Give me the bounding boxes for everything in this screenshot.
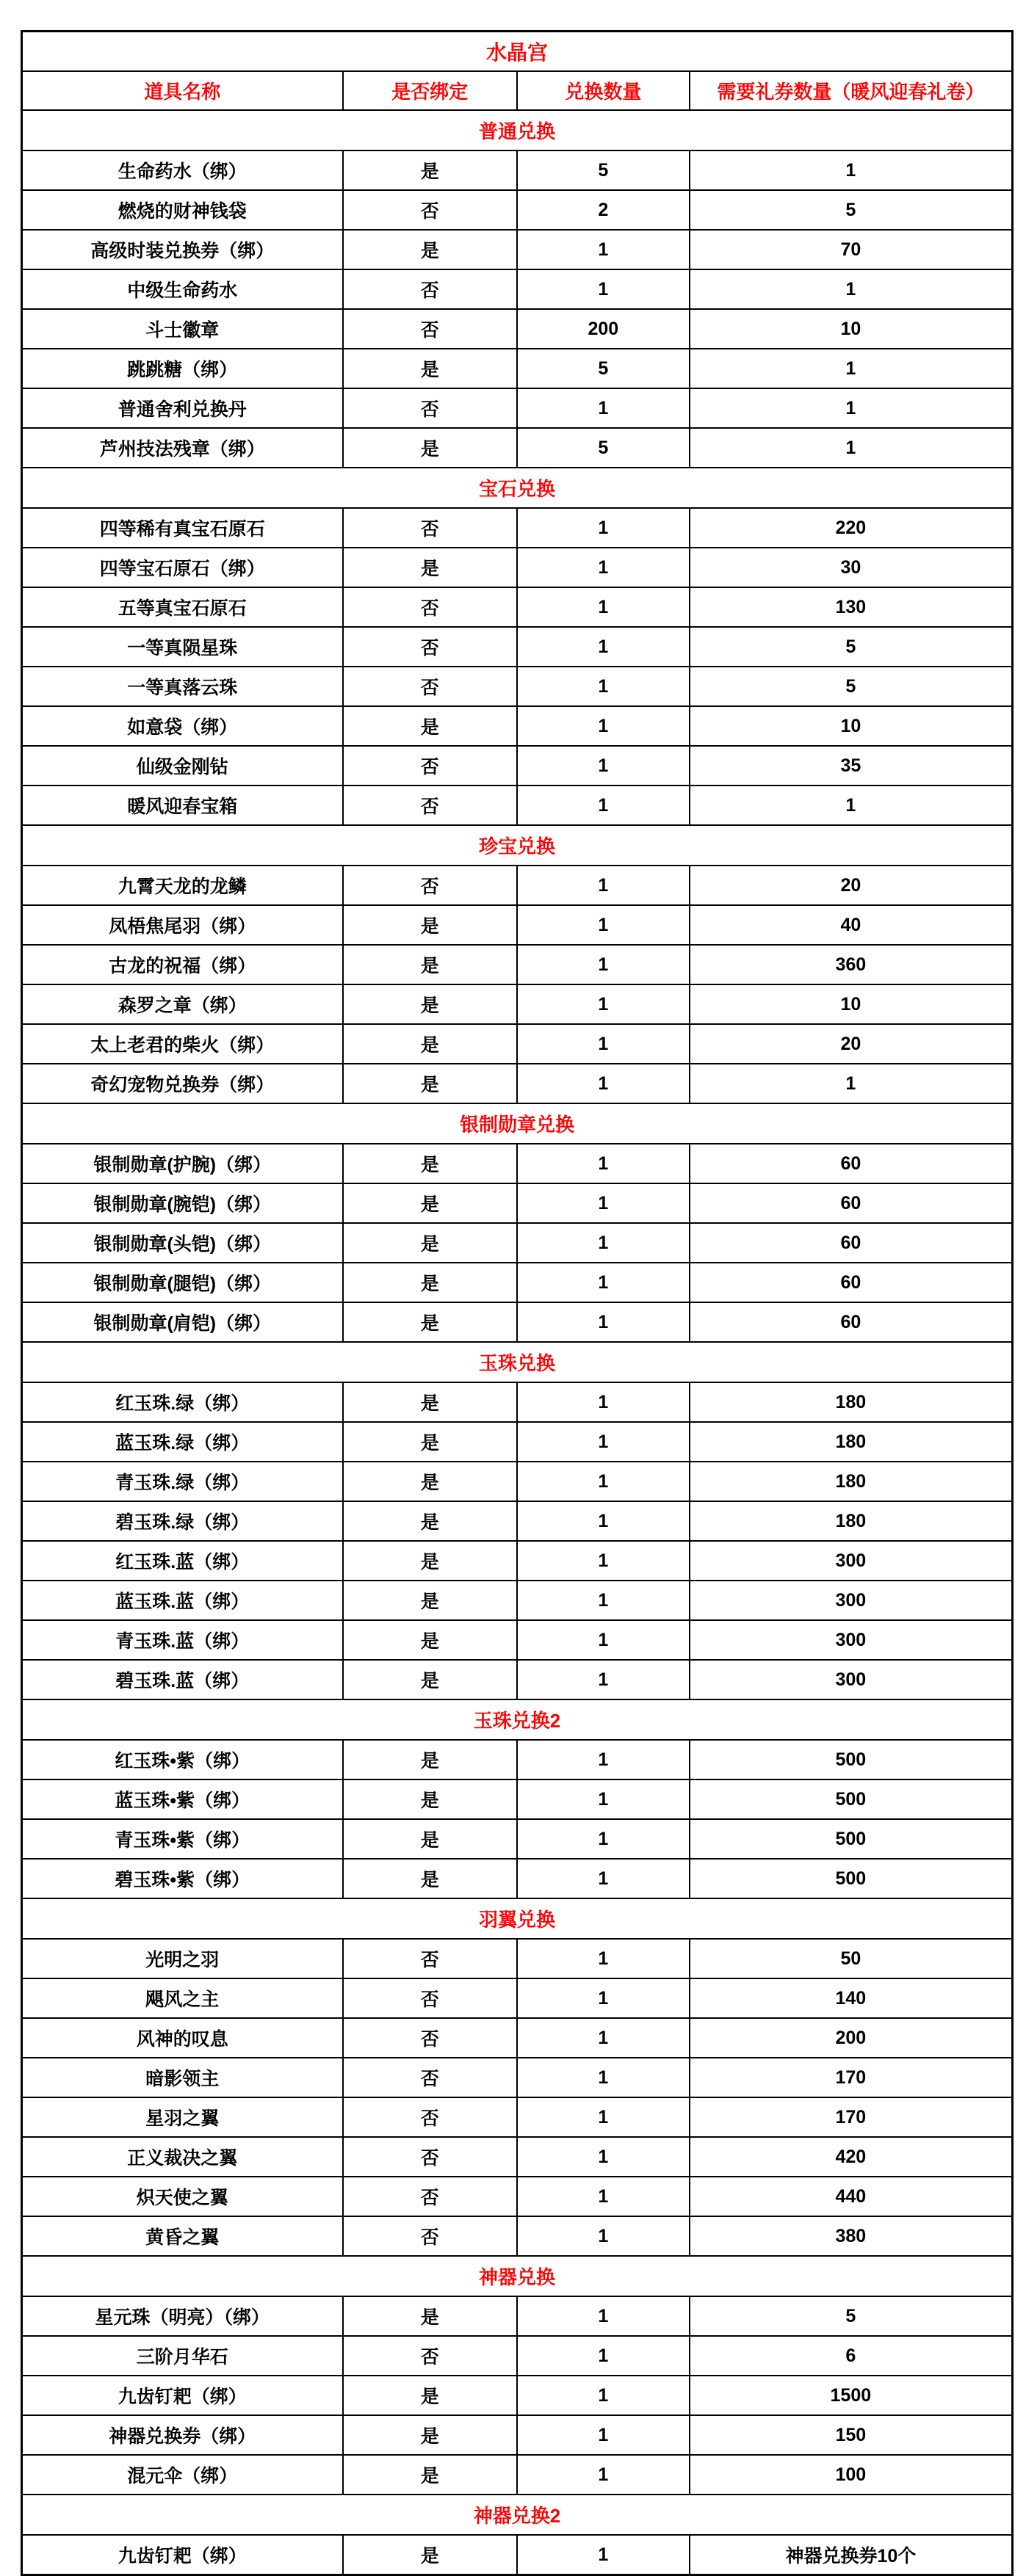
- cost-cell: 1: [690, 150, 1013, 190]
- item-name-cell: 蓝玉珠.绿（绑）: [22, 1422, 343, 1462]
- item-name-cell: 炽天使之翼: [22, 2177, 343, 2216]
- item-name-cell: 如意袋（绑）: [22, 706, 343, 746]
- cost-cell: 5: [690, 190, 1013, 230]
- bound-cell: 否: [343, 190, 517, 230]
- bound-cell: 是: [343, 2535, 517, 2575]
- cost-cell: 30: [690, 548, 1013, 587]
- item-name-cell: 九齿钉耙（绑）: [22, 2535, 343, 2575]
- cost-cell: 200: [690, 2018, 1013, 2058]
- item-row: [22, 984, 1013, 1024]
- column-header-quantity: 兑换数量: [517, 71, 690, 110]
- section-row: [22, 1342, 1013, 1382]
- item-row: [22, 2415, 1013, 2455]
- bound-cell: 否: [343, 2097, 517, 2137]
- bound-cell: 否: [343, 1939, 517, 1978]
- cost-cell: 180: [690, 1462, 1013, 1501]
- item-name-cell: 四等稀有真宝石原石: [22, 508, 343, 548]
- cost-cell: 130: [690, 587, 1013, 627]
- item-row: [22, 150, 1013, 190]
- item-name-cell: 银制勋章(护腕)（绑）: [22, 1144, 343, 1183]
- cost-cell: 180: [690, 1422, 1013, 1462]
- quantity-cell: 1: [517, 1581, 690, 1620]
- item-row: [22, 269, 1013, 309]
- bound-cell: 否: [343, 786, 517, 825]
- item-row: [22, 1024, 1013, 1064]
- bound-cell: 否: [343, 2336, 517, 2376]
- cost-cell: 60: [690, 1144, 1013, 1183]
- item-row: [22, 2535, 1013, 2575]
- item-row: [22, 1939, 1013, 1978]
- item-name-cell: 神器兑换券（绑）: [22, 2415, 343, 2455]
- bound-cell: 是: [343, 1382, 517, 1422]
- bound-cell: 否: [343, 746, 517, 786]
- quantity-cell: 1: [517, 2455, 690, 2495]
- item-name-cell: 一等真陨星珠: [22, 627, 343, 667]
- section-title: 银制勋章兑换: [22, 1103, 1013, 1144]
- section-row: [22, 1699, 1013, 1740]
- quantity-cell: 1: [517, 230, 690, 269]
- cost-cell: 140: [690, 1978, 1013, 2018]
- quantity-cell: 1: [517, 1620, 690, 1660]
- item-name-cell: 混元伞（绑）: [22, 2455, 343, 2495]
- item-row: [22, 786, 1013, 825]
- cost-cell: 500: [690, 1819, 1013, 1859]
- cost-cell: 20: [690, 1024, 1013, 1064]
- section-title: 普通兑换: [22, 110, 1013, 150]
- item-row: [22, 866, 1013, 905]
- cost-cell: 50: [690, 1939, 1013, 1978]
- item-name-cell: 奇幻宠物兑换券（绑）: [22, 1064, 343, 1103]
- item-name-cell: 燃烧的财神钱袋: [22, 190, 343, 230]
- bound-cell: 是: [343, 548, 517, 587]
- item-name-cell: 碧玉珠.绿（绑）: [22, 1501, 343, 1541]
- quantity-cell: 1: [517, 1819, 690, 1859]
- quantity-cell: 1: [517, 548, 690, 587]
- cost-cell: 500: [690, 1859, 1013, 1898]
- bound-cell: 否: [343, 309, 517, 349]
- bound-cell: 是: [343, 1501, 517, 1541]
- item-name-cell: 红玉珠•紫（绑）: [22, 1740, 343, 1779]
- quantity-cell: 1: [517, 1462, 690, 1501]
- item-name-cell: 普通舍利兑换丹: [22, 388, 343, 428]
- cost-cell: 170: [690, 2058, 1013, 2097]
- item-name-cell: 正义裁决之翼: [22, 2137, 343, 2177]
- cost-cell: 1: [690, 786, 1013, 825]
- quantity-cell: 1: [517, 1859, 690, 1898]
- table-title-row: [22, 32, 1013, 72]
- item-name-cell: 斗士徽章: [22, 309, 343, 349]
- quantity-cell: 1: [517, 2376, 690, 2415]
- bound-cell: 是: [343, 2296, 517, 2336]
- section-row: [22, 2495, 1013, 2535]
- bound-cell: 是: [343, 2415, 517, 2455]
- item-name-cell: 跳跳糖（绑）: [22, 349, 343, 388]
- bound-cell: 是: [343, 1302, 517, 1342]
- quantity-cell: 1: [517, 1144, 690, 1183]
- cost-cell: 170: [690, 2097, 1013, 2137]
- bound-cell: 是: [343, 1462, 517, 1501]
- bound-cell: 是: [343, 905, 517, 945]
- section-row: [22, 2256, 1013, 2296]
- cost-cell: 220: [690, 508, 1013, 548]
- section-title: 玉珠兑换2: [22, 1699, 1013, 1740]
- quantity-cell: 1: [517, 1382, 690, 1422]
- quantity-cell: 1: [517, 1223, 690, 1263]
- item-row: [22, 1620, 1013, 1660]
- section-title: 玉珠兑换: [22, 1342, 1013, 1382]
- quantity-cell: 1: [517, 587, 690, 627]
- item-row: [22, 548, 1013, 587]
- cost-cell: 380: [690, 2216, 1013, 2256]
- cost-cell: 1500: [690, 2376, 1013, 2415]
- quantity-cell: 1: [517, 2415, 690, 2455]
- item-row: [22, 2216, 1013, 2256]
- cost-cell: 500: [690, 1740, 1013, 1779]
- cost-cell: 300: [690, 1581, 1013, 1620]
- item-name-cell: 碧玉珠•紫（绑）: [22, 1859, 343, 1898]
- section-row: [22, 110, 1013, 150]
- cost-cell: 5: [690, 2296, 1013, 2336]
- bound-cell: 否: [343, 587, 517, 627]
- bound-cell: 是: [343, 1024, 517, 1064]
- item-row: [22, 587, 1013, 627]
- bound-cell: 是: [343, 706, 517, 746]
- item-row: [22, 190, 1013, 230]
- cost-cell: 10: [690, 706, 1013, 746]
- cost-cell: 360: [690, 945, 1013, 984]
- cost-cell: 40: [690, 905, 1013, 945]
- bound-cell: 是: [343, 1422, 517, 1462]
- item-name-cell: 古龙的祝福（绑）: [22, 945, 343, 984]
- quantity-cell: 200: [517, 309, 690, 349]
- item-name-cell: 九霄天龙的龙鳞: [22, 866, 343, 905]
- exchange-table: [21, 30, 1014, 2576]
- bound-cell: 否: [343, 2018, 517, 2058]
- quantity-cell: 1: [517, 627, 690, 667]
- item-name-cell: 五等真宝石原石: [22, 587, 343, 627]
- item-row: [22, 1382, 1013, 1422]
- cost-cell: 1: [690, 269, 1013, 309]
- quantity-cell: 1: [517, 508, 690, 548]
- quantity-cell: 1: [517, 388, 690, 428]
- cost-cell: 180: [690, 1382, 1013, 1422]
- item-name-cell: 黄昏之翼: [22, 2216, 343, 2256]
- quantity-cell: 1: [517, 1740, 690, 1779]
- item-name-cell: 蓝玉珠•紫（绑）: [22, 1779, 343, 1819]
- bound-cell: 否: [343, 2216, 517, 2256]
- item-row: [22, 2137, 1013, 2177]
- item-name-cell: 青玉珠•紫（绑）: [22, 1819, 343, 1859]
- cost-cell: 10: [690, 984, 1013, 1024]
- item-row: [22, 2018, 1013, 2058]
- item-name-cell: 仙级金刚钻: [22, 746, 343, 786]
- quantity-cell: 1: [517, 905, 690, 945]
- quantity-cell: 1: [517, 786, 690, 825]
- bound-cell: 否: [343, 2058, 517, 2097]
- item-row: [22, 1740, 1013, 1779]
- quantity-cell: 2: [517, 190, 690, 230]
- bound-cell: 否: [343, 2137, 517, 2177]
- quantity-cell: 1: [517, 1978, 690, 2018]
- item-name-cell: 光明之羽: [22, 1939, 343, 1978]
- cost-cell: 1: [690, 428, 1013, 468]
- item-row: [22, 905, 1013, 945]
- item-row: [22, 1501, 1013, 1541]
- quantity-cell: 1: [517, 1263, 690, 1302]
- quantity-cell: 1: [517, 2296, 690, 2336]
- cost-cell: 神器兑换券10个: [690, 2535, 1013, 2575]
- bound-cell: 是: [343, 1620, 517, 1660]
- cost-cell: 1: [690, 349, 1013, 388]
- cost-cell: 5: [690, 667, 1013, 706]
- quantity-cell: 1: [517, 1302, 690, 1342]
- item-name-cell: 暖风迎春宝箱: [22, 786, 343, 825]
- quantity-cell: 1: [517, 2216, 690, 2256]
- quantity-cell: 1: [517, 945, 690, 984]
- quantity-cell: 5: [517, 428, 690, 468]
- item-row: [22, 508, 1013, 548]
- bound-cell: 是: [343, 1660, 517, 1699]
- cost-cell: 20: [690, 866, 1013, 905]
- cost-cell: 440: [690, 2177, 1013, 2216]
- cost-cell: 1: [690, 1064, 1013, 1103]
- item-row: [22, 1223, 1013, 1263]
- page-title: 水晶宫: [22, 32, 1013, 72]
- section-title: 神器兑换: [22, 2256, 1013, 2296]
- item-name-cell: 三阶月华石: [22, 2336, 343, 2376]
- quantity-cell: 1: [517, 1422, 690, 1462]
- section-title: 神器兑换2: [22, 2495, 1013, 2535]
- cost-cell: 300: [690, 1660, 1013, 1699]
- item-row: [22, 627, 1013, 667]
- quantity-cell: 1: [517, 2177, 690, 2216]
- bound-cell: 是: [343, 2376, 517, 2415]
- bound-cell: 否: [343, 866, 517, 905]
- item-row: [22, 1183, 1013, 1223]
- cost-cell: 60: [690, 1302, 1013, 1342]
- item-row: [22, 1422, 1013, 1462]
- item-row: [22, 2336, 1013, 2376]
- cost-cell: 500: [690, 1779, 1013, 1819]
- item-row: [22, 1064, 1013, 1103]
- bound-cell: 是: [343, 1740, 517, 1779]
- item-name-cell: 太上老君的柴火（绑）: [22, 1024, 343, 1064]
- item-name-cell: 风神的叹息: [22, 2018, 343, 2058]
- cost-cell: 70: [690, 230, 1013, 269]
- item-name-cell: 中级生命药水: [22, 269, 343, 309]
- item-name-cell: 暗影领主: [22, 2058, 343, 2097]
- item-row: [22, 1541, 1013, 1581]
- item-row: [22, 2177, 1013, 2216]
- bound-cell: 是: [343, 1263, 517, 1302]
- item-name-cell: 生命药水（绑）: [22, 150, 343, 190]
- bound-cell: 是: [343, 1144, 517, 1183]
- quantity-cell: 1: [517, 2018, 690, 2058]
- item-name-cell: 银制勋章(肩铠)（绑）: [22, 1302, 343, 1342]
- item-row: [22, 2455, 1013, 2495]
- item-row: [22, 349, 1013, 388]
- item-row: [22, 746, 1013, 786]
- bound-cell: 是: [343, 349, 517, 388]
- item-row: [22, 1819, 1013, 1859]
- item-row: [22, 1302, 1013, 1342]
- bound-cell: 是: [343, 1064, 517, 1103]
- quantity-cell: 1: [517, 1939, 690, 1978]
- item-name-cell: 森罗之章（绑）: [22, 984, 343, 1024]
- item-name-cell: 飓风之主: [22, 1978, 343, 2018]
- cost-cell: 35: [690, 746, 1013, 786]
- item-name-cell: 红玉珠.绿（绑）: [22, 1382, 343, 1422]
- item-row: [22, 667, 1013, 706]
- bound-cell: 是: [343, 1183, 517, 1223]
- item-name-cell: 星羽之翼: [22, 2097, 343, 2137]
- cost-cell: 150: [690, 2415, 1013, 2455]
- item-row: [22, 1144, 1013, 1183]
- item-row: [22, 1581, 1013, 1620]
- quantity-cell: 1: [517, 2058, 690, 2097]
- item-row: [22, 2376, 1013, 2415]
- item-row: [22, 2296, 1013, 2336]
- section-title: 羽翼兑换: [22, 1898, 1013, 1939]
- quantity-cell: 1: [517, 1501, 690, 1541]
- quantity-cell: 1: [517, 706, 690, 746]
- quantity-cell: 1: [517, 2336, 690, 2376]
- cost-cell: 10: [690, 309, 1013, 349]
- bound-cell: 否: [343, 667, 517, 706]
- bound-cell: 否: [343, 1978, 517, 2018]
- bound-cell: 是: [343, 1819, 517, 1859]
- item-row: [22, 1462, 1013, 1501]
- bound-cell: 是: [343, 984, 517, 1024]
- cost-cell: 180: [690, 1501, 1013, 1541]
- cost-cell: 100: [690, 2455, 1013, 2495]
- cost-cell: 1: [690, 388, 1013, 428]
- item-row: [22, 1779, 1013, 1819]
- section-row: [22, 1898, 1013, 1939]
- item-row: [22, 428, 1013, 468]
- column-header-row: [22, 71, 1013, 110]
- quantity-cell: 1: [517, 1183, 690, 1223]
- cost-cell: 6: [690, 2336, 1013, 2376]
- quantity-cell: 1: [517, 667, 690, 706]
- bound-cell: 是: [343, 1859, 517, 1898]
- item-name-cell: 高级时装兑换券（绑）: [22, 230, 343, 269]
- item-name-cell: 蓝玉珠.蓝（绑）: [22, 1581, 343, 1620]
- item-name-cell: 银制勋章(头铠)（绑）: [22, 1223, 343, 1263]
- cost-cell: 300: [690, 1620, 1013, 1660]
- column-header-bound: 是否绑定: [343, 71, 517, 110]
- item-row: [22, 1859, 1013, 1898]
- item-name-cell: 银制勋章(腕铠)（绑）: [22, 1183, 343, 1223]
- item-row: [22, 2058, 1013, 2097]
- item-row: [22, 230, 1013, 269]
- quantity-cell: 5: [517, 150, 690, 190]
- item-row: [22, 2097, 1013, 2137]
- item-name-cell: 青玉珠.绿（绑）: [22, 1462, 343, 1501]
- bound-cell: 是: [343, 1581, 517, 1620]
- item-row: [22, 309, 1013, 349]
- item-row: [22, 945, 1013, 984]
- bound-cell: 否: [343, 627, 517, 667]
- cost-cell: 60: [690, 1263, 1013, 1302]
- bound-cell: 否: [343, 388, 517, 428]
- section-title: 宝石兑换: [22, 468, 1013, 508]
- bound-cell: 是: [343, 2455, 517, 2495]
- bound-cell: 否: [343, 2177, 517, 2216]
- section-row: [22, 825, 1013, 866]
- quantity-cell: 1: [517, 269, 690, 309]
- item-row: [22, 388, 1013, 428]
- item-name-cell: 银制勋章(腿铠)（绑）: [22, 1263, 343, 1302]
- bound-cell: 否: [343, 269, 517, 309]
- bound-cell: 是: [343, 1541, 517, 1581]
- bound-cell: 是: [343, 428, 517, 468]
- item-name-cell: 芦州技法残章（绑）: [22, 428, 343, 468]
- quantity-cell: 5: [517, 349, 690, 388]
- column-header-item-name: 道具名称: [22, 71, 343, 110]
- bound-cell: 是: [343, 230, 517, 269]
- item-name-cell: 碧玉珠.蓝（绑）: [22, 1660, 343, 1699]
- section-title: 珍宝兑换: [22, 825, 1013, 866]
- quantity-cell: 1: [517, 1779, 690, 1819]
- bound-cell: 是: [343, 150, 517, 190]
- quantity-cell: 1: [517, 2137, 690, 2177]
- item-row: [22, 706, 1013, 746]
- quantity-cell: 1: [517, 866, 690, 905]
- section-row: [22, 468, 1013, 508]
- column-header-cost: 需要礼券数量（暖风迎春礼卷）: [690, 71, 1013, 110]
- quantity-cell: 1: [517, 1064, 690, 1103]
- quantity-cell: 1: [517, 1024, 690, 1064]
- bound-cell: 否: [343, 508, 517, 548]
- item-row: [22, 1263, 1013, 1302]
- cost-cell: 300: [690, 1541, 1013, 1581]
- item-name-cell: 九齿钉耙（绑）: [22, 2376, 343, 2415]
- item-name-cell: 青玉珠.蓝（绑）: [22, 1620, 343, 1660]
- quantity-cell: 1: [517, 2535, 690, 2575]
- item-name-cell: 四等宝石原石（绑）: [22, 548, 343, 587]
- bound-cell: 是: [343, 1779, 517, 1819]
- item-row: [22, 1978, 1013, 2018]
- bound-cell: 是: [343, 1223, 517, 1263]
- item-name-cell: 凤梧焦尾羽（绑）: [22, 905, 343, 945]
- cost-cell: 60: [690, 1183, 1013, 1223]
- cost-cell: 60: [690, 1223, 1013, 1263]
- item-row: [22, 1660, 1013, 1699]
- cost-cell: 420: [690, 2137, 1013, 2177]
- cost-cell: 5: [690, 627, 1013, 667]
- quantity-cell: 1: [517, 1541, 690, 1581]
- quantity-cell: 1: [517, 1660, 690, 1699]
- item-name-cell: 红玉珠.蓝（绑）: [22, 1541, 343, 1581]
- quantity-cell: 1: [517, 746, 690, 786]
- item-name-cell: 一等真落云珠: [22, 667, 343, 706]
- section-row: [22, 1103, 1013, 1144]
- item-name-cell: 星元珠（明亮）（绑）: [22, 2296, 343, 2336]
- quantity-cell: 1: [517, 2097, 690, 2137]
- quantity-cell: 1: [517, 984, 690, 1024]
- bound-cell: 是: [343, 945, 517, 984]
